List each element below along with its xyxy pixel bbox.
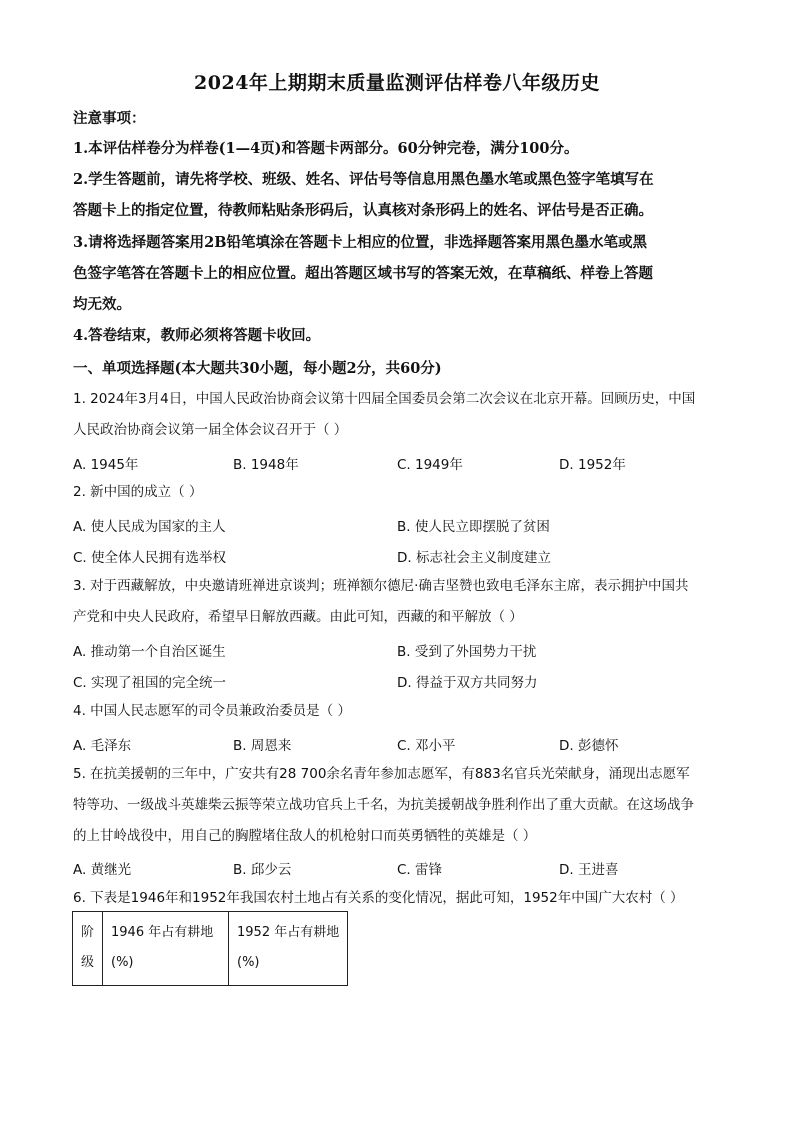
note-line-5: 色签字笔答在答题卡上的相应位置。超出答题区域书写的答案无效，在草稿纸、样卷上答题 [73,265,653,282]
question-1-line-2: 人民政治协商会议第一届全体会议召开于（ ） [73,422,348,438]
q1-option-a: A. 1945年 [73,457,139,473]
q1-option-d: D. 1952年 [559,457,626,473]
section-heading: 一、单项选择题(本大题共30小题，每小题2分，共60分) [73,360,442,377]
question-1-line-1: 1. 2024年3月4日，中国人民政治协商会议第十四届全国委员会第二次会议在北京开幕。回顾历史，中国 [73,391,696,407]
q4-option-c: C. 邓小平 [397,738,456,754]
q4-option-a: A. 毛泽东 [73,738,132,754]
q2-option-d: D. 标志社会主义制度建立 [397,550,551,566]
question-5-line-1: 5. 在抗美援朝的三年中，广安共有28 700余名青年参加志愿军，有883名官兵光荣献身，涌现出志愿军 [73,766,690,782]
table-header-1952 [229,912,348,986]
note-line-7: 4.答卷结束，教师必须将答题卡收回。 [73,327,321,344]
q3-option-b: B. 受到了外国势力干扰 [397,644,537,660]
note-line-4: 3.请将选择题答案用2B铅笔填涂在答题卡上相应的位置，非选择题答案用黑色墨水笔或黑 [73,234,647,251]
notes-heading: 注意事项： [73,110,146,127]
question-3-line-2: 产党和中央人民政府，希望早日解放西藏。由此可知，西藏的和平解放（ ） [73,609,523,625]
note-line-1: 1.本评估样卷分为样卷(1—4页)和答题卡两部分。60分钟完卷，满分100分。 [73,140,579,157]
q1-option-c: C. 1949年 [397,457,463,473]
table-header-1946-line-2: (%) [111,955,134,970]
q5-option-b: B. 邱少云 [233,862,292,878]
question-5-line-3: 的上甘岭战役中，用自己的胸膛堵住敌人的机枪射口而英勇牺牲的英雄是（ ） [73,828,537,844]
page-title: 2024年上期期末质量监测评估样卷八年级历史 [194,72,600,94]
table-header-class-line-1: 阶 [81,925,95,940]
table-header-1946-line-1: 1946 年占有耕地 [111,925,214,940]
q4-option-d: D. 彭德怀 [559,738,619,754]
question-3-line-1: 3. 对于西藏解放，中央邀请班禅进京谈判；班禅额尔德尼·确吉坚赞也致电毛泽东主席，表示拥护中国共 [73,578,689,594]
q3-option-c: C. 实现了祖国的完全统一 [73,675,227,691]
q1-option-b: B. 1948年 [233,457,299,473]
table-header-row [73,912,348,986]
q4-option-b: B. 周恩来 [233,738,292,754]
question-5-line-2: 特等功、一级战斗英雄柴云振等荣立战功官兵上千名，为抗美援朝战争胜利作出了重大贡献。在这场战争 [73,797,694,813]
note-line-2: 2.学生答题前，请先将学校、班级、姓名、评估号等信息用黑色墨水笔或黑色签字笔填写在 [73,171,654,188]
land-ownership-table [72,911,348,986]
q5-option-a: A. 黄继光 [73,862,132,878]
q2-option-c: C. 使全体人民拥有选举权 [73,550,227,566]
table-header-1952-line-1: 1952 年占有耕地 [237,925,340,940]
table-header-1946 [103,912,229,986]
question-4-line-1: 4. 中国人民志愿军的司令员兼政治委员是（ ） [73,703,351,719]
note-line-6: 均无效。 [73,296,131,313]
q5-option-d: D. 王进喜 [559,862,619,878]
question-2-line-1: 2. 新中国的成立（ ） [73,484,203,500]
table-header-1952-line-2: (%) [237,955,260,970]
question-6-line-1: 6. 下表是1946年和1952年我国农村土地占有关系的变化情况，据此可知，1952年中国广大农村（ ） [73,890,684,906]
note-line-3: 答题卡上的指定位置，待教师粘贴条形码后，认真核对条形码上的姓名、评估号是否正确。 [73,202,653,219]
q2-option-a: A. 使人民成为国家的主人 [73,519,226,535]
q3-option-a: A. 推动第一个自治区诞生 [73,644,226,660]
q5-option-c: C. 雷锋 [397,862,443,878]
q2-option-b: B. 使人民立即摆脱了贫困 [397,519,550,535]
q3-option-d: D. 得益于双方共同努力 [397,675,538,691]
table-header-class-line-2: 级 [81,955,95,970]
table-header-class [73,912,103,986]
